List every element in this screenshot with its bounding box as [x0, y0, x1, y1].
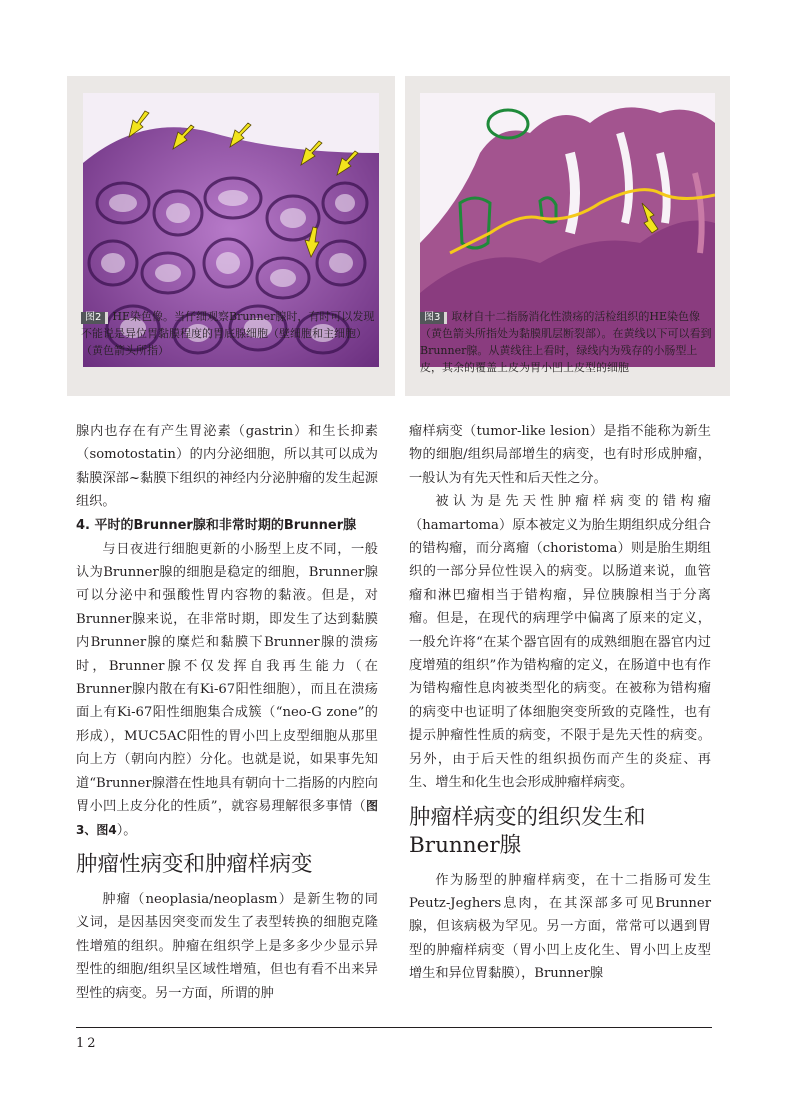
- figure-2-caption: [81, 308, 381, 359]
- section-heading-line-2: Brunner腺: [409, 832, 522, 858]
- right-column: [409, 420, 711, 986]
- left-paragraph-3: 肿瘤（neoplasia/neoplasm）是新生物的同义词，是因基因突变而发生了表型转换的细胞克隆性增殖的组织。肿瘤在组织学上是多多少少显示异型性的细胞/组织呈区域性增殖，但也有看不出来异型性的病变。另一方面，所谓的肿: [76, 891, 378, 1001]
- right-paragraph-2: 被认为是先天性肿瘤样病变的错构瘤（hamartoma）原本被定义为胎生期组织成分组合的错构瘤，而分离瘤（choristoma）则是胎生期组织的一部分异位性误入的病变。以肠道来说，血管瘤和淋巴瘤相当于错构瘤，异位胰腺相当于分离瘤。但是，在现代的病理学中偏离了原来的定义，一般允许将“在某个器官固有的成熟细胞在器官内过度增殖的组织”作为错构瘤的定义，在肠道中也有作为错构瘤性息肉被类型化的病变。在被称为错构瘤的病变中也证明了体细胞突变所致的克隆性，也有提示肿瘤性性质的病变，不限于是先天性的病变。另外，由于后天性的组织损伤而产生的炎症、再生、增生和化生也会形成肿瘤样病变。: [409, 494, 711, 791]
- right-paragraph-3: 作为肠型的肿瘤样病变，在十二指肠可发生Peutz-Jeghers息肉，在其深部多可见Brunner腺，但该病极为罕见。另一方面，常常可以遇到胃型的肿瘤样病变（胃小凹上皮化生、胃小凹上皮型增生和异位胃黏膜），Brunner腺: [409, 872, 711, 982]
- section-heading-neoplastic: 肿瘤性病变和肿瘤样病变: [76, 851, 313, 877]
- figure-2-caption-text: HE染色像。当仔细观察Brunner腺时，有时可以发现不能说是异位胃黏膜程度的胃底腺细胞（壁细胞和主细胞）（黄色箭头所指）: [81, 310, 375, 357]
- left-paragraph-2-end: ）。: [116, 822, 137, 838]
- figure-2-tag: 图2: [81, 312, 108, 324]
- section-heading-tumor-like: [409, 804, 711, 860]
- left-paragraph-2-text: 与日夜进行细胞更新的小肠型上皮不同，一般认为Brunner腺的细胞是稳定的细胞，Brunner腺可以分泌中和强酸性胃内容物的黏液。但是，对Brunner腺来说，在非常时期，即发生了达到黏膜内Brunner腺的糜烂和黏膜下Brunner腺的溃疡时，Brunner腺不仅发挥自我再生能力（在Brunner腺内散在有Ki-67阳性细胞），而且在溃疡面上有Ki-67阳性细胞集合成簇（“neo-G zone”的形成），MUC5AC阳性的胃小凹上皮型细胞从那里向上方（朝向内腔）分化。也就是说，如果事先知道“Brunner腺潜在性地具有朝向十二指肠的内腔向胃小凹上皮分化的性质”，就容易理解很多事情（: [76, 541, 378, 815]
- figure-reference: 图3、图4: [76, 799, 378, 837]
- left-column: [76, 420, 378, 1005]
- page-number: 12: [76, 1036, 99, 1051]
- section-heading-line-1: 肿瘤样病变的组织发生和: [409, 804, 646, 830]
- figure-3-caption: [420, 308, 718, 376]
- section-heading-4: 4. 平时的Brunner腺和非常时期的Brunner腺: [76, 517, 357, 533]
- figure-3-caption-text: 取材自十二指肠消化性溃疡的活检组织的HE染色像（黄色箭头所指处为黏膜肌层断裂部）。在黄线以下可以看到Brunner腺。从黄线往上看时，绿线内为残存的小肠型上皮，其余的覆盖上皮为胃小凹上皮型的细胞: [420, 310, 712, 374]
- footer-rule: [76, 1027, 712, 1028]
- left-paragraph-1: 腺内也存在有产生胃泌素（gastrin）和生长抑素（somotostatin）的内分泌细胞，所以其可以成为黏膜深部~黏膜下组织的神经内分泌肿瘤的发生起源组织。: [76, 424, 378, 510]
- right-paragraph-1: 瘤样病变（tumor-like lesion）是指不能称为新生物的细胞/组织局部增生的病变，也有时形成肿瘤，一般认为有先天性和后天性之分。: [409, 424, 711, 486]
- left-paragraph-2: [76, 538, 378, 842]
- figure-3-tag: 图3: [420, 312, 447, 324]
